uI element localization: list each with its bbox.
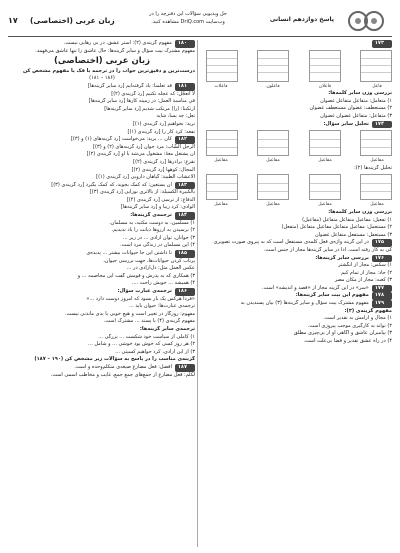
text-line: ۲) تواند به کارگیری موجب پیروزی است. <box>307 322 392 329</box>
grid-labels-1: فاعل فاعلان فاعلون فاعلات <box>214 83 382 89</box>
text-line: مفهوم گزینه‌ی (۴) با پسند ... مشترک است. <box>103 318 195 325</box>
column-divider <box>197 40 198 547</box>
text-line: الأعشاب الطبیة: گیاهان دارویی [رد گزینه‌ی (۱)] <box>96 174 195 181</box>
section-instruction: درست‌ترین و دقیق‌ترین جواب را در ترجمه یا فک یا مفهوم مشخص کن <box>23 67 195 74</box>
grid-box <box>257 50 289 82</box>
text-line: ۲) مستعطف: غضوان مستعطف غضوان <box>309 105 392 112</box>
center-line-2: وب‌سایت DriQ.com مشاهده کنید. <box>151 19 225 25</box>
rhythm-grid-3 <box>206 174 392 200</box>
grid-box <box>257 174 289 200</box>
text-line: مفهوم مشترک بیت سؤال و سایر گزینه‌ها: حال عاشق را تنها عاشق می‌فهمد. <box>35 47 195 54</box>
question-number: ۱۷۹ <box>372 300 392 308</box>
grid-box <box>309 130 341 156</box>
text-line: الرجل الشّاب: مرد جوان [رد گزینه‌های (۲) و (۳)] <box>93 143 195 150</box>
text-line: الدفاع: از ترسی [رد گزینه‌ی (۴)] <box>126 196 195 203</box>
text-line: لکلّم: فعل مضارع از جمع‌های جمع جمع، غایب و مخاطب اسمی است. <box>50 371 195 378</box>
grid-box <box>360 50 392 82</box>
text-line: عکس العمل مثل: دل‌آزادی در ... <box>126 265 195 272</box>
text-line: پرتاب کردن حیوانات‌ها، جهت بررسی حیوان، <box>103 257 195 264</box>
text-line: ۱) متعامل: متفاعل متفاعل غضوان <box>320 97 392 104</box>
text-line: مفهوم: روزگار در تغییر است و هیچ خوبی یا بدی ماندنی نیست. <box>64 310 195 317</box>
subject-right: پاسخ دوازدهم انسانی <box>269 16 334 23</box>
text-line: ۲) برسیدن به آرزوها دیانت را یاد ندیدیم. <box>111 227 195 234</box>
rhythm-grid-1 <box>206 50 392 82</box>
question-number: ۱۸۱ <box>175 83 195 91</box>
text-line: ۱) تفعیل: مفاعیل متفاعل متفاعل (مفاعیل) <box>302 216 392 223</box>
text-line: ۳) متفاعل: متفاعل غضوان غضوان <box>320 112 392 119</box>
text-line: بالکبیرة الکسیلة: از بالاتری نوزایی [رد گزینه‌ی (۳)] <box>89 189 195 196</box>
header-center-note <box>133 10 243 26</box>
subsection-title: بررسی وزن سایر کلمه‌ها: <box>328 208 392 215</box>
left-column: ۱۸۰مفهوم گزینه‌ی (۲): آستر عشق، در بی رهایی نیست. مفهوم مشترک بیت سؤال و سایر گزینه‌ها: حال عاشق را تنها عاشق می‌فهمد. زبان عربی (اختصاصی) درست‌ترین و دقیق‌ترین جواب را در ترجمه یا فک یا مفهوم مشخص کن (۱۸۶ – ۱۸۱) ۱۸۱قد تعلمنا: یاد گرفته‌ایم [رد سایر گزینه‌ها] لا أتعجَّل: که عجله نکنیم [رد گزینه‌ی (۲)] في مناسبة العمل: در زمینه کارها [رد سایر گزینه‌ها] ارتکبنا: (را) مرتکب شدیم [رد سایر گزینه‌ها] تعل: چه بسا، شاید نرید: بخواهیم [رد گزینه‌ی (۱)] نفعه: کرد کار را [رد گزینه‌ی (۱)] ۱۸۲کان ... یرید: می‌خواست [رد گزینه‌های (۱) و (۳)] الرجل الشّاب: مرد جوان [رد گزینه‌های (۲) و (۳)] أن یشتغل معهُ: مشغول می‌شد با او [رد گزینه‌ی (۲)] نقرع: برادرها [رد گزینه‌ی (۲)] المجال: کوهها [رد گزینه‌ی (۲)] الأعشاب الطبیة: گیاهان دارویی [رد گزینه‌ی (۱)] ۱۸۳أن یستعین: که کمک بجوید، که کمک بگیرد [رد گزینه‌ی (۳)] بالکبیرة الکسیلة: از بالاتری نوزایی [رد گزینه‌ی (۳)] الدفاع: از ترسی [رد گزینه‌ی (۴)] الوادی: کرد زیبا و [رد سایر گزینه‌ها] ۱۸۴ترجمه‌ی گزینه‌ها: ۱) مسلمین، به دوست مکتبه، به مسلمان. ۲) برسیدن به آرزوها دیانت را یاد ندیدیم. ۳) جوانان، توان آزادی ... در زیر ... ۴) این مسلمان در زندگی مرد است. ۱۸۵تا داشتن این جا حیوانات بیشتر ... پدیده‌ی پرتاب کردن حیوانات‌ها، جهت بررسی حیوان، عکس العمل مثل: دل‌آزادی در ... ۳) همکاری که به پدرش و قومش گفت این مخاصمه ... و ۴) همیشه ... خویش راحت .... ۱۸۶ترجمه‌ی عبارت سؤال: «فردا هرکس یک بار بسود که امروز دوست دارد ...» ترجمه‌ی عبارت‌ها: حیوان باید ... مفهوم: روزگار در تغییر است و هیچ خوبی یا بدی ماندنی نیست. مفهوم گزینه‌ی (۴) با پسند ... مشترک است. ترجمه‌ی سایر گزینه‌ها: ۱) کاملی از سیاست خود شکست ... بزرگی ... ۲) هر روز کسی که خوش بود خوشی ... و شامل ... ۳) از این آزادی، کرد خواهیم کسیتی ... گزینه‌ی مناسب را در پاسخ به سؤالات زیر مشخص کن (۱۹۰ – ۱۸۷) ۱۸۷أفضل: فعل مضارع صیغه‌ی متکلم‌وحده و است. لکلّم: فعل مضارع از جمع‌های جمع جمع، غایب و مخاطب اسمی است. <box>9 40 195 379</box>
text-line: کی به کار رفته است. ادا در سایر گزینه‌ها مجاز از جنس است. <box>263 246 392 253</box>
text-line: تحلیل گزینه‌ها (۲): <box>354 164 392 171</box>
section-title: زبان عربی (اختصاصی) <box>54 56 150 67</box>
grid-box <box>309 174 341 200</box>
text-line: تعل: چه بسا، شاید <box>156 113 195 120</box>
right-column: ۱۷۳ فاعل فاعلان فاعلون فاعلات بررسی وزن سایر کلمه‌ها: ۱) متعامل: متفاعل متفاعل غضوان ۲) مستعطف: غضوان مستعطف غضوان ۳) متفاعل: متفاعل غضوان غضوان ۱۷۴تحلیل سایر سؤال: مفاعیل مفاعیل مفاعیل مفاعیل تحلیل گزینه‌ها (۲): مفاعیل مفاعیل مفاعیل مفاعیل بررسی وزن سایر کلمه‌ها: ۱) تفعیل: مفاعیل متفاعل متفاعل (مفاعیل) ۲) مستعمل: مفاعیل متفاعل مفاعیل متفاعل (متفعل) ۳) مستعفل: مستفعل متفاعل غضوان ۱۷۵در این گزینه واژه‌ی فعل کلمه‌ی مستفعل است که به پیروی صورت تصویری کی به کار رفته است. ادا در سایر گزینه‌ها مجاز از جنس است. ۱۷۶بررسی سایر گزینه‌ها: ۱) سکس: مجاز از انگشتر ۲) جاد: مجاز از تمام کیم ۳) کعبه: مجاز از مکان مصر ۱۷۷«سر» در این گزینه مجاز از «قصد و اندیشه» است. ۱۷۸مفهوم این بیت سایر گزینه‌ها: ۱۷۹مفهوم مشترک بیت سؤال و سایر گزینه‌ها (۳) بیان پسندیدن به مفهوم گزینه‌ی (۳): ۱) مجال و آرامش به تقدیر است. ۲) تواند به کارگیری موجب پیروزی است. ۳) پیامبران عاشق و آگاهی او از بی‌چیزی مطلق ۴) در راه عشق تقدیر و قضا بی‌علت است. <box>206 40 392 346</box>
text-line: ۱) مسلمین، به دوست مکتبه، به مسلمان. <box>109 219 195 226</box>
question-number: ۱۸۲ <box>175 136 195 144</box>
text-line: ۴) در راه عشق تقدیر و قضا بی‌علت است. <box>303 338 392 345</box>
question-number: ۱۷۷ <box>372 285 392 293</box>
grid-labels-3: مفاعیل مفاعیل مفاعیل مفاعیل <box>214 202 384 208</box>
section-range: (۱۸۶ – ۱۸۱) <box>89 75 115 82</box>
question-number: ۱۷۶ <box>372 255 392 263</box>
text-line: ارتکبنا: (را) مرتکب شدیم [رد سایر گزینه‌ها] <box>104 105 195 112</box>
grid-box <box>360 174 392 200</box>
question-number: ۱۸۳ <box>175 182 195 190</box>
text-line: نفعه: کرد کار را [رد گزینه‌ی (۱)] <box>127 128 195 135</box>
text-line: ۱) کاملی از سیاست خود شکست ... بزرگی ... <box>98 333 195 340</box>
text-line: ۳) پیامبران عاشق و آگاهی او از بی‌چیزی مطلق <box>293 330 392 337</box>
question-number: ۱۸۵ <box>175 250 195 258</box>
text-line: لا أتعجَّل: که عجله نکنیم [رد گزینه‌ی (۲)] <box>111 90 195 97</box>
text-line: ترجمه‌ی عبارت‌ها: حیوان باید ... <box>128 303 195 310</box>
grid-box <box>360 130 392 156</box>
question-number: ۱۷۸ <box>372 292 392 300</box>
text-line: ۲) مستعمل: مفاعیل متفاعل مفاعیل متفاعل (متفعل) <box>281 224 392 231</box>
rhythm-grid-2 <box>206 130 392 156</box>
grid-box <box>309 50 341 82</box>
text-line: نقرع: برادرها [رد گزینه‌ی (۲)] <box>133 158 195 165</box>
question-number: ۱۸۷ <box>175 364 195 372</box>
grid-box <box>257 130 289 156</box>
text-line: ۱) سکس: مجاز از انگشتر <box>338 262 392 269</box>
text-line: ۳) همکاری که به پدرش و قومش گفت این مخاصمه ... و <box>77 272 195 279</box>
text-line: الوادی: کرد زیبا و [رد سایر گزینه‌ها] <box>120 204 195 211</box>
question-number: ۱۷۳ <box>372 40 392 48</box>
text-line: في مناسبة العمل: در زمینه کارها [رد سایر گزینه‌ها] <box>88 98 195 105</box>
center-line-1: حل ویدیویی سؤالات این دفترچه را در <box>149 11 227 17</box>
grid-box <box>206 130 238 156</box>
header-rule <box>8 36 392 37</box>
text-line: ۲) جاد: مجاز از تمام کیم <box>341 269 392 276</box>
question-number: ۱۸۰ <box>175 40 195 48</box>
question-number: ۱۷۵ <box>372 239 392 247</box>
subsection-title: بررسی وزن سایر کلمه‌ها: <box>328 90 392 97</box>
subject-left: زبان عربی (اختصاصی) <box>30 16 115 25</box>
text-line: المجال: کوهها [رد گزینه‌ی (۲)] <box>131 166 195 173</box>
page-number: ۱۷ <box>8 16 18 25</box>
text-line: ۳) مستعفل: مستفعل متفاعل غضوان <box>314 231 392 238</box>
question-number: ۱۷۴ <box>372 121 392 129</box>
text-line: ۲) هر روز کسی که خوش بود خوشی ... و شامل ... <box>88 341 195 348</box>
text-line: ۴) همیشه ... خویش راحت .... <box>131 280 195 287</box>
logo-icon <box>346 6 386 36</box>
text-line: ۳) جوانان، توان آزادی ... در زیر ... <box>122 234 195 241</box>
grid-box <box>206 174 238 200</box>
text-line: ۳) از این آزادی، کرد خواهیم کسیتی ... <box>115 348 195 355</box>
grid-box <box>206 50 238 82</box>
text-line: ۱) مجال و آرامش به تقدیر است. <box>323 315 392 322</box>
grid-labels-2: مفاعیل مفاعیل مفاعیل مفاعیل <box>214 158 384 164</box>
text-line: مفهوم گزینه‌ی (۳): <box>344 307 392 314</box>
text-line: ۳) کعبه: مجاز از مکان مصر <box>334 277 392 284</box>
section-instruction: گزینه‌ی مناسب را در پاسخ به سؤالات زیر مشخص کن (۱۹۰ – ۱۸۷) <box>34 356 195 363</box>
text-line: ۴) این مسلمان در زندگی مرد است. <box>119 242 195 249</box>
text-line: أن یشتغل معهُ: مشغول می‌شد با او [رد گزینه‌ی (۲)] <box>86 151 195 158</box>
subsection-title: ترجمه‌ی سایر گزینه‌ها: <box>139 325 195 332</box>
question-number: ۱۸۴ <box>175 212 195 220</box>
question-number: ۱۸۶ <box>175 288 195 296</box>
text-line: «فردا هرکس یک بار بسود که امروز دوست دارد ...» <box>86 295 195 302</box>
text-line: نرید: بخواهیم [رد گزینه‌ی (۱)] <box>132 120 195 127</box>
